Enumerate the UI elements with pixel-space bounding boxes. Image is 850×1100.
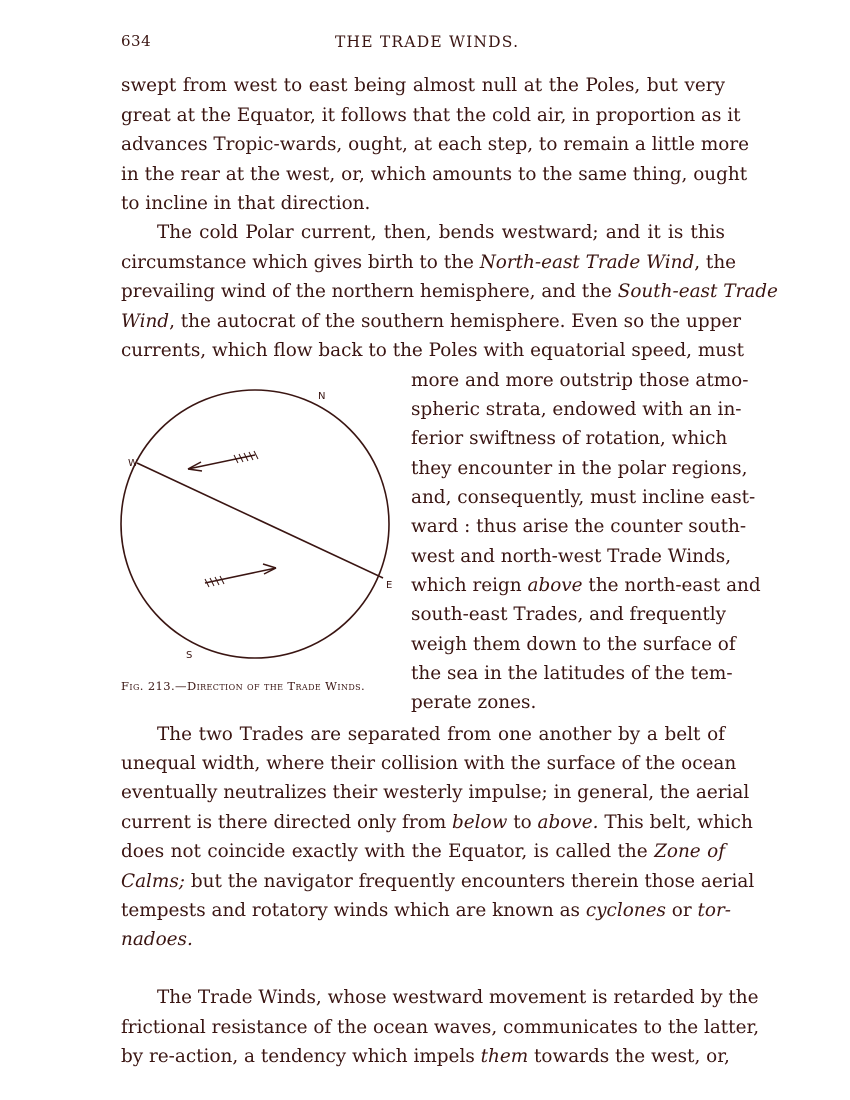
equator-line xyxy=(137,463,383,578)
text-line xyxy=(121,925,725,954)
text-line: current is there directed only from below to above. This belt, which xyxy=(121,812,753,833)
trade-winds-diagram xyxy=(118,380,408,680)
text-line: south-east Trades, and frequently xyxy=(411,604,727,625)
italic-term: Calms; xyxy=(121,871,185,892)
text-line: and, consequently, must incline east- xyxy=(411,487,756,508)
text-line: eventually neutralizes their westerly impulse; in general, the aerial xyxy=(121,782,750,803)
text-line: by re-action, a tendency which impels them towards the west, or, xyxy=(121,1046,730,1067)
italic-term: cyclones xyxy=(585,900,666,921)
text-line: west and north-west Trade Winds, xyxy=(411,546,732,567)
text-line: ferior swiftness of rotation, which xyxy=(411,428,728,449)
text-line: The Trade Winds, whose westward movement is retarded by the xyxy=(157,987,759,1008)
figure-caption: Fig. 213.—Direction of the Trade Winds. xyxy=(121,679,366,693)
trade-winds-figure xyxy=(118,380,408,710)
lower-right-arrow xyxy=(205,564,276,587)
text-line: Wind, the autocrat of the southern hemisphere. Even so the upper xyxy=(121,311,742,332)
text-line: The two Trades are separated from one another by a belt of xyxy=(157,724,725,745)
italic-term: above xyxy=(527,575,583,596)
text-line: prevailing wind of the northern hemisphere, and the South-east Trade xyxy=(121,281,778,302)
east-label: E xyxy=(386,580,393,591)
text-line: circumstance which gives birth to the North-east Trade Wind, the xyxy=(121,252,737,273)
italic-term: above. xyxy=(537,812,599,833)
italic-term: North-east Trade Wind xyxy=(479,252,695,273)
text-line: unequal width, where their collision with the surface of the ocean xyxy=(121,753,737,774)
text-line: tempests and rotatory winds which are known as cyclones or tor- xyxy=(121,900,731,921)
text-line: the sea in the latitudes of the tem- xyxy=(411,663,733,684)
text-line: ward : thus arise the counter south- xyxy=(411,516,747,537)
text-line: frictional resistance of the ocean waves, communicates to the latter, xyxy=(121,1017,760,1038)
text-line: swept from west to east being almost null at the Poles, but very xyxy=(121,75,725,96)
text-line: in the rear at the west, or, which amounts to the same thing, ought xyxy=(121,164,748,185)
text-line: The cold Polar current, then, bends westward; and it is this xyxy=(157,222,725,243)
italic-term: Zone of xyxy=(654,841,725,862)
north-label: N xyxy=(318,391,326,402)
italic-term: nadoes. xyxy=(121,929,193,950)
text-line: they encounter in the polar regions, xyxy=(411,458,748,479)
text-line: which reign above the north-east and xyxy=(411,575,761,596)
italic-term: tor- xyxy=(697,900,731,921)
text-line: does not coincide exactly with the Equator, is called the Zone of xyxy=(121,841,725,862)
running-head: THE TRADE WINDS. xyxy=(335,33,520,51)
text-line: great at the Equator, it follows that the cold air, in proportion as it xyxy=(121,105,741,126)
text-line: advances Tropic-wards, ought, at each step, to remain a little more xyxy=(121,134,750,155)
west-label: W xyxy=(128,458,138,469)
south-label: S xyxy=(186,650,193,661)
globe-circle xyxy=(121,390,389,658)
text-line: perate zones. xyxy=(411,692,537,713)
italic-term: Wind xyxy=(121,311,170,332)
text-line: currents, which flow back to the Poles with equatorial speed, must xyxy=(121,340,744,361)
italic-term: South-east Trade xyxy=(617,281,778,302)
text-line: Calms; but the navigator frequently encounters therein those aerial xyxy=(121,871,755,892)
italic-term: them xyxy=(480,1046,529,1067)
upper-left-arrow xyxy=(188,451,258,471)
text-line: weigh them down to the surface of xyxy=(411,634,736,655)
text-line: spheric strata, endowed with an in- xyxy=(411,399,742,420)
text-line: more and more outstrip those atmo- xyxy=(411,370,749,391)
text-line: to incline in that direction. xyxy=(121,193,371,214)
italic-term: below xyxy=(452,812,508,833)
page-number: 634 xyxy=(121,32,152,50)
